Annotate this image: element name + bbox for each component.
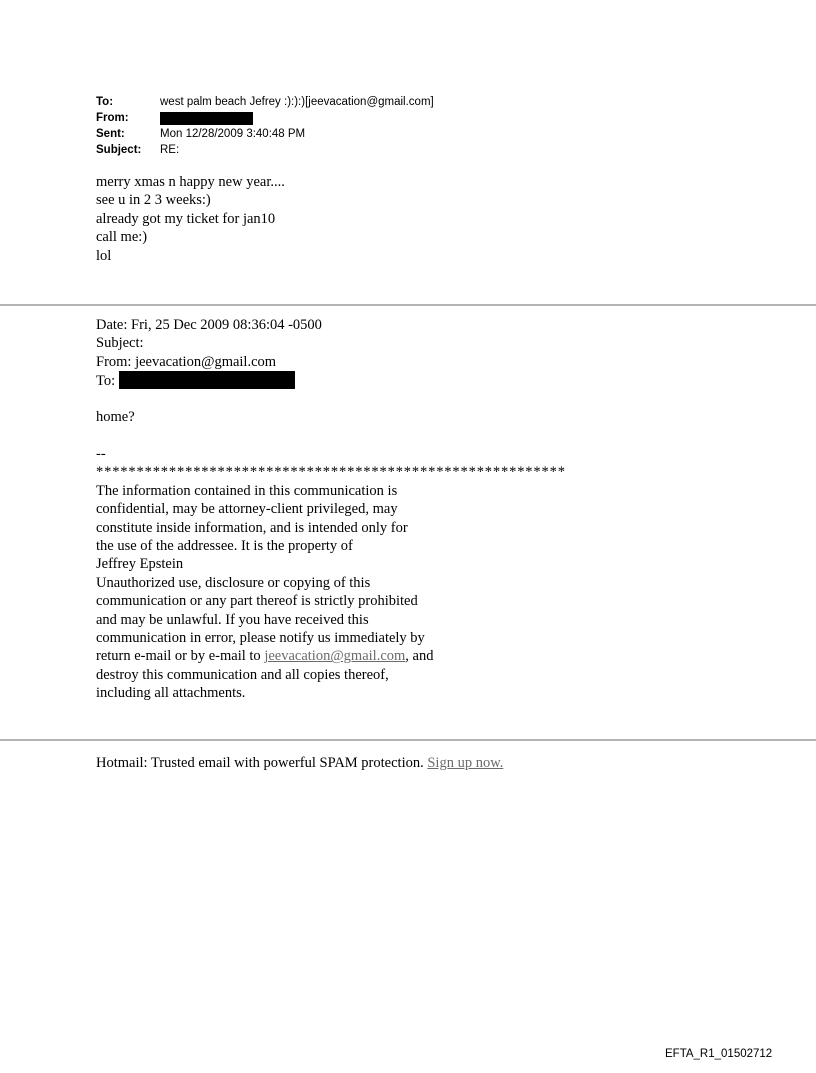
redaction-bar-to [119,371,295,389]
subject-value: RE: [160,143,180,156]
hotmail-footer-line [96,754,503,772]
disclaimer-line: communication in error, please notify us immediately by [96,630,425,647]
disclaimer-line: Jeffrey Epstein [96,556,184,573]
bates-number: EFTA_R1_01502712 [665,1048,773,1060]
quoted-to-line [96,371,322,390]
body-line: see u in 2 3 weeks:) [96,192,211,209]
horizontal-rule [0,739,816,741]
disclaimer-line: constitute inside information, and is intended only for [96,519,408,536]
sent-label: Sent: [96,128,125,140]
header-row-subject [96,143,434,159]
disclaimer-line: including all attachments. [96,685,246,702]
redaction-bar-from [160,112,253,125]
body-line: lol [96,247,112,264]
disclaimer-line: communication or any part thereof is strictly prohibited [96,593,418,610]
body-line: already got my ticket for jan10 [96,210,276,227]
disclaimer-line: The information contained in this communication is [96,482,398,499]
header-row-to [96,95,434,111]
signature-separator: -- [96,446,106,462]
email-header [96,95,434,158]
horizontal-rule [0,304,816,306]
quoted-email-body [96,408,135,426]
signature-block [96,445,566,703]
quoted-to-label: To: [96,373,116,390]
disclaimer-line: destroy this communication and all copies thereof, [96,666,389,683]
quoted-subject-line: Subject: [96,335,144,352]
message-body [96,173,285,265]
quoted-from-line: From: jeevacation@gmail.com [96,353,277,370]
quoted-date-line: Date: Fri, 25 Dec 2009 08:36:04 -0500 [96,317,322,333]
disclaimer-link-prefix: return e-mail or by e-mail to [96,648,265,665]
quoted-body-line: home? [96,409,135,425]
body-line: call me:) [96,229,148,246]
hotmail-text: Hotmail: Trusted email with powerful SPAM protection. [96,755,428,771]
sent-value: Mon 12/28/2009 3:40:48 PM [160,128,306,140]
body-line: merry xmas n happy new year.... [96,174,285,190]
disclaimer-link-line [96,647,566,665]
disclaimer-line: and may be unlawful. If you have received this [96,611,369,628]
signup-link[interactable]: Sign up now. [427,755,504,771]
email-link[interactable]: jeevacation@gmail.com [264,648,406,665]
to-value: west palm beach Jefrey :):):)[jeevacation@gmail.com] [160,96,434,108]
from-label: From: [96,111,129,124]
to-label: To: [96,96,114,108]
quoted-email-header [96,316,322,391]
disclaimer-link-suffix: , and [405,648,434,665]
subject-label: Subject: [96,143,142,156]
from-value [160,111,253,128]
disclaimer-line: confidential, may be attorney-client privileged, may [96,501,398,518]
disclaimer-line: the use of the addressee. It is the property of [96,538,353,555]
asterisk-divider: ********************************************************** [96,464,566,481]
header-row-sent [96,127,434,143]
disclaimer-line: Unauthorized use, disclosure or copying of this [96,574,371,591]
header-row-from [96,111,434,128]
